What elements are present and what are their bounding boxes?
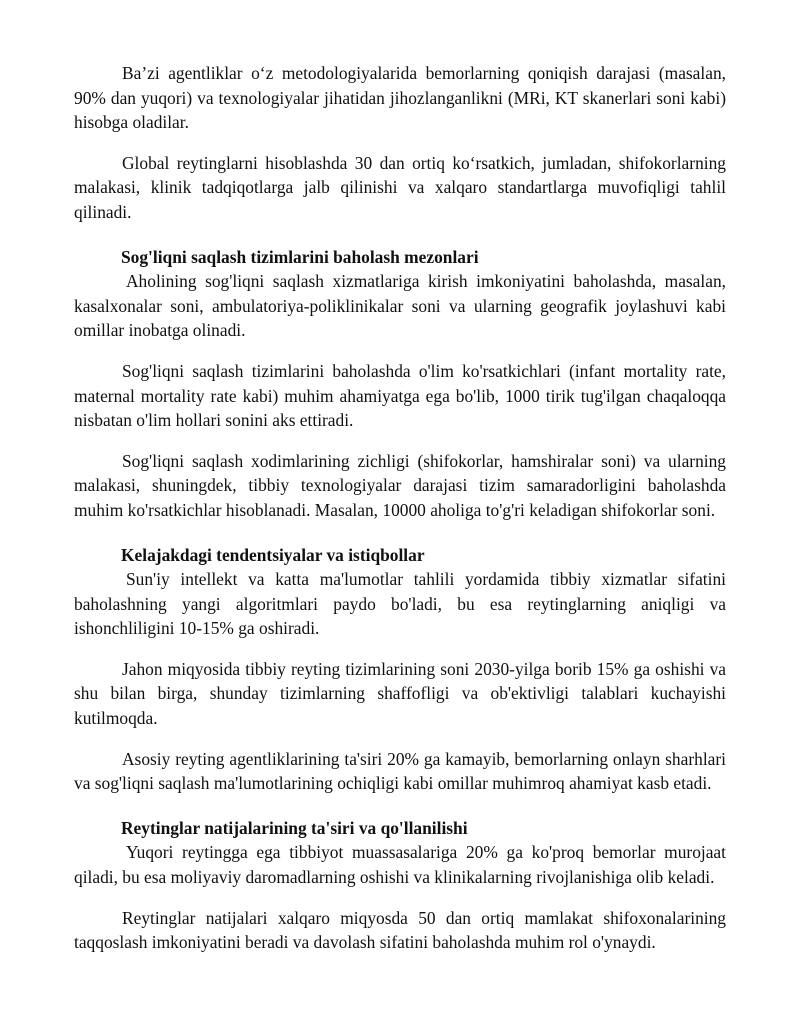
paragraph-workforce-density: Sog'liqni saqlash xodimlarining zichligi (shifokorlar, hamshiralar soni) va ularning malakasi, shuningdek, tibbiy texnologiyalar darajasi tizim samaradorligini baholashda muhim ko'rsatkichlar hisoblanadi. Masalan, 10000 aholiga to'g'ri keladigan shifokorlar soni. <box>74 450 726 520</box>
section-heading-evaluation-criteria: Sog'liqni saqlash tizimlarini baholash mezonlari <box>121 246 479 267</box>
paragraph-ai-big-data: Sun'iy intellekt va katta ma'lumotlar tahlili yordamida tibbiy xizmatlar sifatini baholashning yangi algoritmlari paydo bo'ladi, bu esa reytinglarning aniqligi va ishonchliligini 10-15% ga oshiradi. <box>74 569 726 639</box>
document-page <box>74 61 726 955</box>
paragraph-access-to-services: Aholining sog'liqni saqlash xizmatlariga kirish imkoniyatini baholashda, masalan, kasalxonalar soni, ambulatoriya-poliklinikalar soni va ularning geografik joylashuvi kabi omillar inobatga olinadi. <box>74 271 726 341</box>
section-heading-ratings-impact: Reytinglar natijalarining ta'siri va qo'llanilishi <box>121 817 468 838</box>
paragraph-rating-systems-growth: Jahon miqyosida tibbiy reyting tizimlarining soni 2030-yilga borib 15% ga oshishi va shu bilan birga, shunday tizimlarning shaffofligi va ob'ektivligi talablari kuchayishi kutilmoqda. <box>74 658 726 729</box>
paragraph-international-comparison: Reytinglar natijalari xalqaro miqyosda 50 dan ortiq mamlakat shifoxonalarining taqqoslash imkoniyatini beradi va davolash sifatini baholashda muhim rol o'ynaydi. <box>74 907 726 953</box>
paragraph-global-ratings: Global reytinglarni hisoblashda 30 dan ortiq ko‘rsatkich, jumladan, shifokorlarning malakasi, klinik tadqiqotlarga jalb qilinishi va xalqaro standartlarga muvofiqligi tahlil qilinadi. <box>74 152 726 222</box>
paragraph-agencies-methodology: Ba’zi agentliklar o‘z metodologiyalarida bemorlarning qoniqish darajasi (masalan, 90% dan yuqori) va texnologiyalar jihatidan jihozlanganlikni (MRi, KT skanerlari soni kabi) hisobga oladilar. <box>74 63 726 133</box>
paragraph-agency-influence: Asosiy reyting agentliklarining ta'siri 20% ga kamayib, bemorlarning onlayn sharhlari va sog'liqni saqlash ma'lumotlarining ochiqligi kabi omillar muhimroq ahamiyat kasb etadi. <box>74 748 726 794</box>
paragraph-patient-flow: Yuqori reytingga ega tibbiyot muassasalariga 20% ga ko'proq bemorlar murojaat qiladi, bu esa moliyaviy daromadlarning oshishi va klinikalarning rivojlanishiga olib keladi. <box>74 842 726 888</box>
section-heading-future-trends: Kelajakdagi tendentsiyalar va istiqbollar <box>121 544 425 565</box>
paragraph-mortality-indicators: Sog'liqni saqlash tizimlarini baholashda o'lim ko'rsatkichlari (infant mortality rate, maternal mortality rate kabi) muhim ahamiyatga ega bo'lib, 1000 tirik tug'ilgan chaqaloqqa nisbatan o'lim hollari sonini aks ettiradi. <box>74 360 726 431</box>
